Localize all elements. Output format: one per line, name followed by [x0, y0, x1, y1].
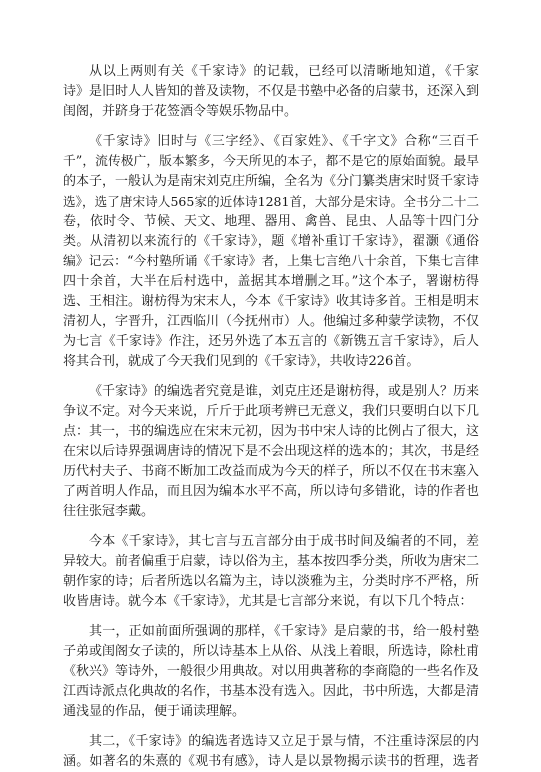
text-line: 诗》是旧时人人皆知的普及读物，不仅是书塾中必备的启蒙书，还深入到: [63, 84, 480, 99]
text-line: 朝作家的诗；后者所选以名篇为主，诗以淡雅为主，分类时序不严格，所: [63, 574, 480, 589]
text-line: 今本《千家诗》，其七言与五言部分由于成书时间及编者的不同，差: [89, 534, 479, 549]
text-line: 《秋兴》等诗外，一般很少用典故。对以用典著称的李商隐的一些名作及: [63, 664, 480, 679]
text-line: 在宋以后诗界强调唐诗的情况下是不会出现这样的选本的；其次，书是经: [63, 444, 480, 459]
text-line: 卷，依时令、节候、天文、地理、器用、禽兽、昆虫、人品等十四门分: [63, 214, 479, 229]
text-line: 四十余首，大半在后村选中，盖据其本增删之耳。”这个本子，署谢枋得: [63, 274, 479, 289]
text-line: 江西诗派点化典故的名作，书基本没有选入。因此，书中所选，大都是清: [63, 684, 480, 699]
text-line: 历代村夫子、书商不断加工改益而成为今天的样子，所以不仅在书末塞入: [63, 464, 480, 479]
text-line: 编》记云：“今村塾所诵《千家诗》者，上集七言绝八十余首，下集七言律: [63, 254, 479, 269]
text-line: 选、王相注。谢枋得为宋末人，今本《千家诗》收其诗多首。王相是明末: [63, 294, 480, 309]
text-line: 异较大。前者偏重于启蒙，诗以俗为主，基本按四季分类，所收为唐宋二: [63, 554, 480, 569]
text-line: 其一，正如前面所强调的那样，《千家诗》是启蒙的书，给一般村塾: [89, 624, 479, 639]
text-line: 千”，流传极广，版本繁多，今天所见的本子，都不是它的原始面貌。最早: [63, 154, 479, 169]
text-line: 将其合刊，就成了今天我们见到的《千家诗》，共收诗226首。: [63, 354, 420, 369]
text-line: 点：其一，书的编选应在宋末元初，因为书中宋人诗的比例占了很大，这: [63, 424, 480, 439]
text-line: 其二，《千家诗》的编选者选诗又立足于景与情，不注重诗深层的内: [89, 734, 479, 749]
text-line: 往往张冠李戴。: [63, 504, 155, 519]
text-line: 选》，选了唐宋诗人565家的近体诗1281首，大部分是宋诗。全书分二十二: [63, 194, 479, 209]
text-line: 涵。如著名的朱熹的《观书有感》，诗人是以景物揭示读书的哲理，选者: [63, 754, 479, 769]
text-line: 子弟或闺阁女子读的，所以诗基本上从俗、从浅上着眼，所选诗，除杜甫: [63, 644, 480, 659]
text-line: 为七言《千家诗》作注，还另外选了本五言的《新镌五言千家诗》，后人: [63, 334, 479, 349]
text-line: 了两首明人作品，而且因为编本水平不高，所以诗句多错讹，诗的作者也: [63, 484, 480, 499]
text-line: 清初人，字晋升，江西临川（今抚州市）人。他编过多种蒙学读物，不仅: [63, 314, 480, 329]
text-line: 《千家诗》旧时与《三字经》、《百家姓》、《千字文》合称“三百千: [89, 134, 479, 149]
text-line: 争议不定。对今天来说，斤斤于此项考辨已无意义，我们只要明白以下几: [63, 404, 480, 419]
text-line: 类。从清初以来流行的《千家诗》，题《增补重订千家诗》，翟灏《通俗: [63, 234, 479, 249]
text-line: 的本子，一般认为是南宋刘克庄所编，全名为《分门纂类唐宋时贤千家诗: [63, 174, 480, 189]
text-line: 收皆唐诗。就今本《千家诗》，尤其是七言部分来说，有以下几个特点：: [63, 594, 473, 609]
text-line: 闺阁，并跻身于花签酒令等娱乐物品中。: [63, 104, 298, 119]
text-line: 通浅显的作品，便于诵读理解。: [63, 704, 246, 719]
text-line: 从以上两则有关《千家诗》的记载，已经可以清晰地知道，《千家: [89, 64, 479, 79]
text-line: 《千家诗》的编选者究竟是谁，刘克庄还是谢枋得，或是别人？历来: [89, 384, 480, 399]
